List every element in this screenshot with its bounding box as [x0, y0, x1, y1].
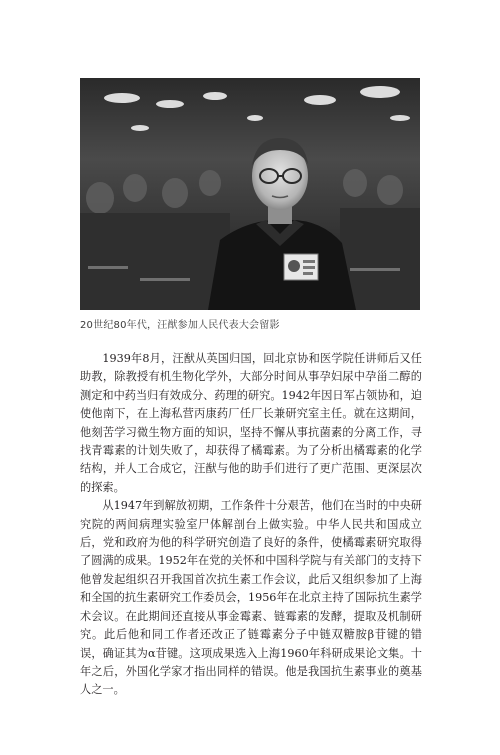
portrait-photo: [80, 78, 420, 310]
article-body: [80, 350, 422, 700]
paragraph-2: 从1947年到解放初期，工作条件十分艰苦，他们在当时的中央研究院的两间病理实验室尸体解剖台上做实验。中华人民共和国成立后，党和政府为他的科学研究创造了良好的条件，使橘霉素研究取得了圆满的成果。1952年在党的关怀和中国科学院与有关部门的支持下他曾发起组织召开我国首次抗生素工作会议，此后又组织参加了上海和全国的抗生素研究工作委员会，1956年在北京主持了国际抗生素学术会议。在此期间还直接从事金霉素、链霉素的发酵，提取及机制研究。此后他和同工作者还改正了链霉素分子中链双糖胺β苷键的错误，确证其为α苷键。这项成果选入上海1960年科研成果论文集。十年之后，外国化学家才指出同样的错误。他是我国抗生素事业的奠基人之一。: [80, 499, 422, 697]
portrait-photo-graphic: [80, 78, 420, 310]
photo-caption: 20世纪80年代，汪猷参加人民代表大会留影: [80, 320, 280, 331]
paragraph-1: 1939年8月，汪猷从英国归国，回北京协和医学院任讲师后又任助教，除教授有机生物化学外，大部分时间从事孕妇尿中孕甾二醇的测定和中药当归有效成分、药理的研究。1942年因日军占领协和，迫使他南下，在上海私营丙康药厂任厂长兼研究室主任。就在这期间，他刻苦学习微生物方面的知识，坚持不懈从事抗菌素的分离工作，寻找青霉素的计划失败了，却获得了橘霉素。为了分析出橘霉素的化学结构，并人工合成它，汪猷与他的助手们进行了更广范围、更深层次的探索。: [80, 352, 422, 494]
